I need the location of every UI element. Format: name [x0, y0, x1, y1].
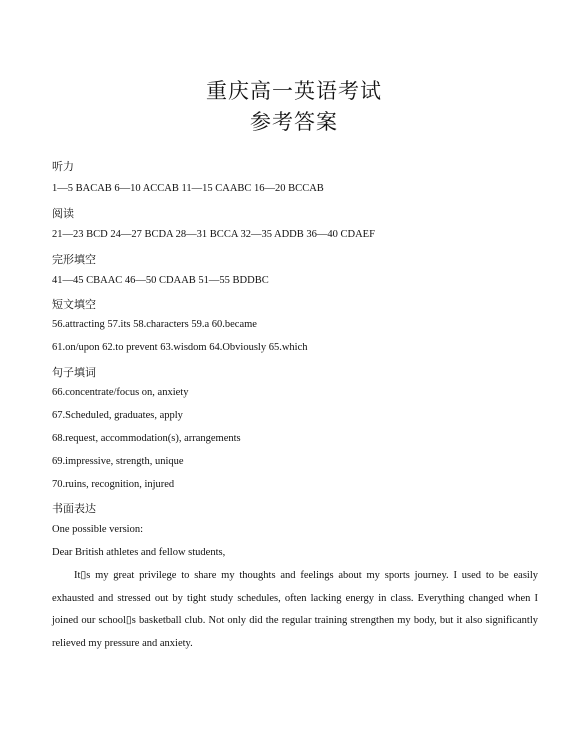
short-passage-line-2: 61.on/upon 62.to prevent 63.wisdom 64.Obviously 65.which	[52, 342, 308, 353]
short-passage-heading: 短文填空	[52, 298, 96, 311]
cloze-answers: 41—45 CBAAC 46—50 CDAAB 51—55 BDDBC	[52, 275, 269, 286]
sentence-item-70: 70.ruins, recognition, injured	[52, 479, 175, 490]
reading-answers: 21—23 BCD 24—27 BCDA 28—31 BCCA 32—35 ADDB 36—40 CDAEF	[52, 229, 375, 240]
listening-heading: 听力	[52, 160, 74, 173]
listening-answers: 1—5 BACAB 6—10 ACCAB 11—15 CAABC 16—20 BCCAB	[52, 183, 324, 194]
sentence-item-68: 68.request, accommodation(s), arrangements	[52, 433, 241, 444]
short-passage-line-1: 56.attracting 57.its 58.characters 59.a 60.became	[52, 319, 257, 330]
writing-paragraph: It▯s my great privilege to share my thoughts and feelings about my sports journey. I used to be easily exhausted and stressed out by tight study schedules, often lacking energy in class. Everything changed when I joined our school▯s basketball club. Not only did the regular training strengthen my body, but it also significantly relieved my pressure and anxiety.	[52, 570, 538, 649]
page-title: 重庆高一英语考试	[206, 79, 382, 103]
writing-version-label: One possible version:	[52, 524, 143, 535]
sentence-completion-heading: 句子填词	[52, 366, 96, 379]
sentence-item-66: 66.concentrate/focus on, anxiety	[52, 387, 189, 398]
reading-heading: 阅读	[52, 207, 74, 220]
cloze-heading: 完形填空	[52, 253, 96, 266]
writing-salutation: Dear British athletes and fellow students,	[52, 547, 226, 558]
writing-heading: 书面表达	[52, 502, 96, 515]
sentence-item-67: 67.Scheduled, graduates, apply	[52, 410, 183, 421]
page-subtitle: 参考答案	[250, 110, 338, 134]
sentence-item-69: 69.impressive, strength, unique	[52, 456, 184, 467]
